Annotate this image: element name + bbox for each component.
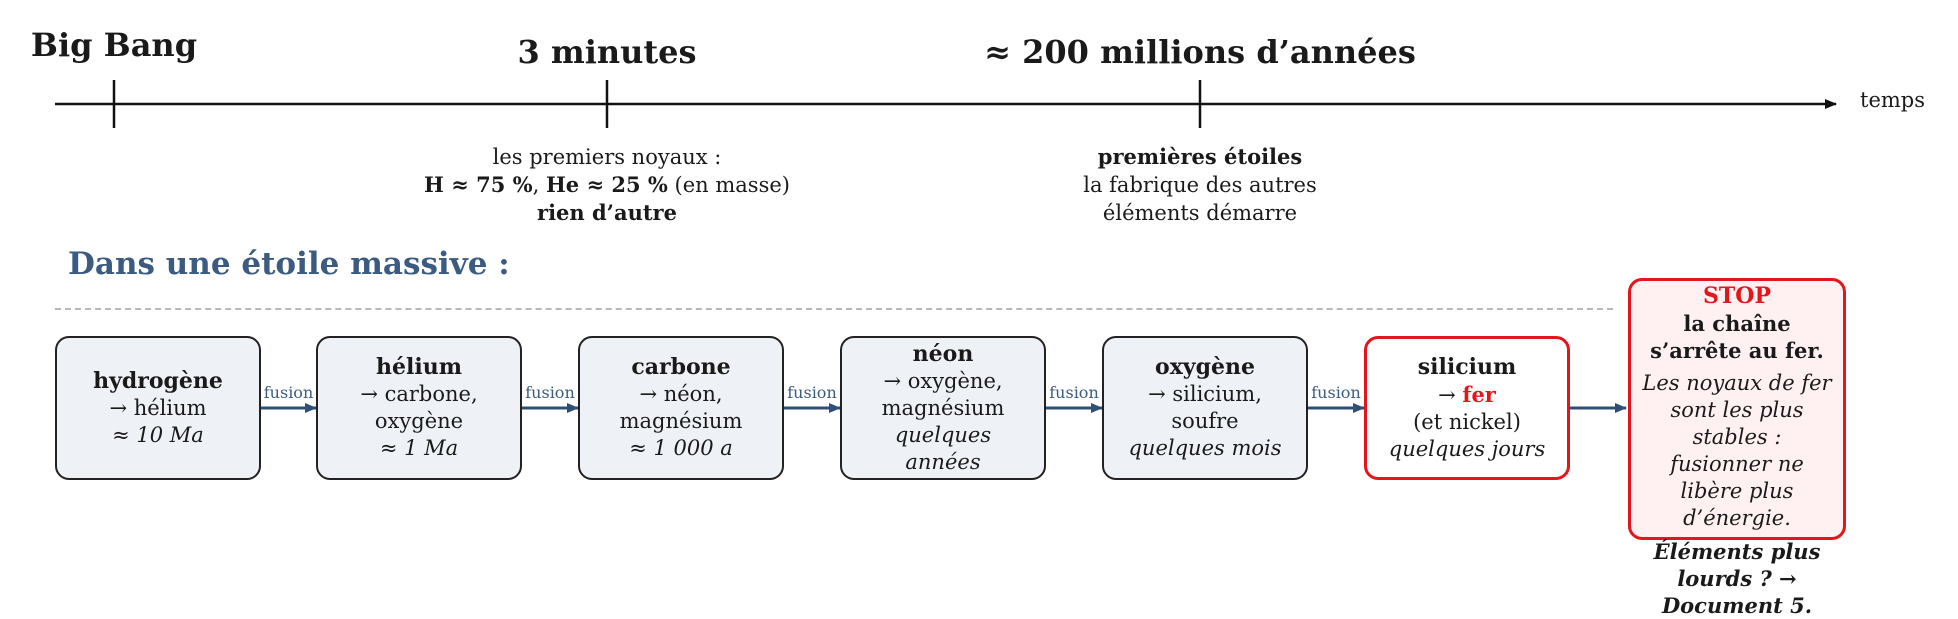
event-desc-line xyxy=(1083,171,1317,199)
stop-title: STOP xyxy=(1703,283,1771,309)
fusion-label: fusion xyxy=(787,383,837,402)
chain-box-name: néon xyxy=(912,340,974,367)
chain-box-hydrogène xyxy=(55,336,261,480)
chain-box-silicium xyxy=(1364,336,1570,480)
event-desc-run: , xyxy=(532,173,546,197)
chain-box-product: → carbone, xyxy=(360,382,478,406)
chain-box-product: (et nickel) xyxy=(1413,409,1521,434)
event-desc-line xyxy=(1083,199,1317,227)
chain-box-product: → oxygène, xyxy=(883,368,1003,393)
event-label-big-bang: Big Bang xyxy=(30,26,198,64)
chain-box-name: silicium xyxy=(1417,353,1517,380)
fusion-label: fusion xyxy=(1311,383,1361,402)
event-desc-run: les premiers noyaux : xyxy=(492,145,722,169)
highlight-product: fer xyxy=(1462,381,1496,407)
chain-box-name: oxygène xyxy=(1155,354,1255,380)
event-desc-200-ma xyxy=(1083,143,1317,227)
stop-question: Éléments plus lourds ? → Document 5. xyxy=(1653,539,1821,618)
event-desc-line xyxy=(424,199,790,227)
chain-box-hélium xyxy=(316,336,522,480)
chain-box-product: magnésium xyxy=(619,409,743,433)
section-divider xyxy=(55,308,1613,310)
stop-box xyxy=(1628,278,1846,618)
chain-box-name: carbone xyxy=(631,354,731,380)
chain-box-name: hélium xyxy=(376,354,462,380)
stop-text: Les noyaux de fer sont les plus stables : fusionner ne libère plus d’énergie. xyxy=(1642,371,1832,530)
chain-box-duration: ≈ 10 Ma xyxy=(112,422,204,447)
chain-box-duration: ≈ 1 Ma xyxy=(379,436,459,460)
chain-box-product: oxygène xyxy=(374,409,464,433)
chain-box-product: → hélium xyxy=(109,395,207,420)
chain-box-duration: quelques mois xyxy=(1128,436,1282,460)
axis-label-temps: temps xyxy=(1860,88,1925,112)
event-label-3-minutes: 3 minutes xyxy=(517,33,697,71)
chain-box-product: soufre xyxy=(1171,409,1239,433)
section-title: Dans une étoile massive : xyxy=(68,246,510,282)
chain-box-product: → néon, xyxy=(639,382,723,406)
chain-box-product: → silicium, xyxy=(1148,382,1262,406)
fusion-label: fusion xyxy=(1049,383,1099,402)
chain-box-néon xyxy=(840,336,1046,480)
event-desc-run: rien d’autre xyxy=(537,200,677,225)
event-desc-line xyxy=(424,143,790,171)
fusion-label: fusion xyxy=(525,383,575,402)
event-desc-run: (en masse) xyxy=(667,173,790,197)
arrow-glyph: → xyxy=(1438,382,1463,407)
chain-box-main-product xyxy=(1438,381,1496,409)
chain-box-duration: quelques jours xyxy=(1388,436,1546,461)
event-desc-run: premières étoiles xyxy=(1097,144,1303,169)
event-label-200-ma: ≈ 200 millions d’années xyxy=(984,33,1416,71)
event-desc-line xyxy=(424,171,790,199)
chain-box-carbone xyxy=(578,336,784,480)
event-desc-run: la fabrique des autres xyxy=(1083,173,1317,197)
event-desc-run: H ≈ 75 % xyxy=(424,172,533,197)
fusion-label: fusion xyxy=(263,383,314,402)
chain-box-duration: ≈ 1 000 a xyxy=(629,436,733,460)
event-desc-run: He ≈ 25 % xyxy=(545,172,668,197)
chain-box-name: hydrogène xyxy=(93,367,223,394)
chain-box-oxygène xyxy=(1102,336,1308,480)
event-desc-run: éléments démarre xyxy=(1102,201,1298,225)
chain-box-duration: quelques années xyxy=(894,422,992,474)
stop-subtitle: la chaîne s’arrête au fer. xyxy=(1650,311,1824,363)
event-desc-3-minutes xyxy=(424,143,790,227)
event-desc-line xyxy=(1083,143,1317,171)
chain-box-product: magnésium xyxy=(881,395,1005,420)
